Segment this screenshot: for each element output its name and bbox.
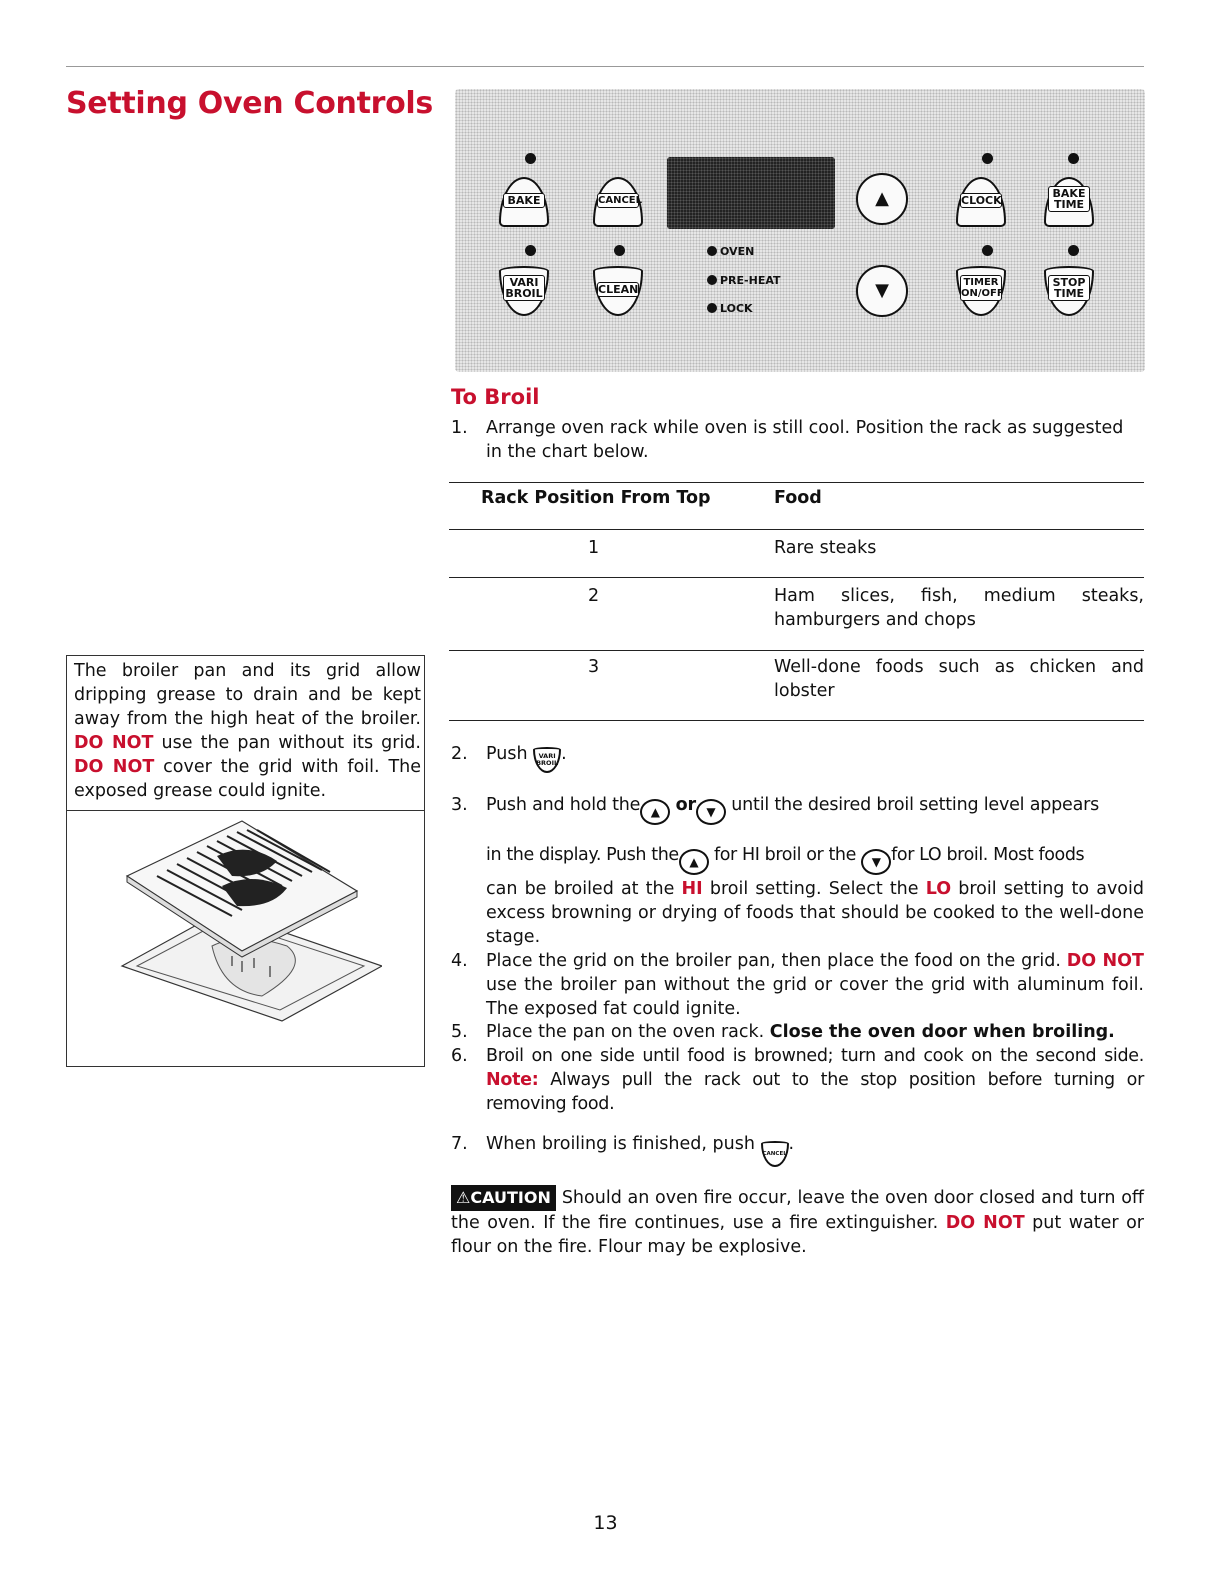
indicator-light <box>525 245 536 256</box>
step-3-line-2: in the display. Push the ▲ for HI broil or the ▼ for LO broil. Most foods <box>486 843 1146 875</box>
down-arrow-icon: ▼ <box>696 799 726 825</box>
caution-text: ⚠CAUTION Should an oven fire occur, leave the oven door closed and turn off the oven. If the fire continues, use a fire extinguisher. DO NOT put water or flour on the fire. Flour may be explosive. <box>451 1185 1144 1259</box>
step-6-text: Broil on one side until food is browned; turn and cook on the second side. Note: Always pull the rack out to the stop position before turning or removing food. <box>486 1046 1144 1114</box>
step-number: 4. <box>451 951 468 971</box>
step-number: 6. <box>451 1046 468 1066</box>
broiler-pan-note: The broiler pan and its grid allow dripping grease to drain and be kept away from the high heat of the broiler. DO NOT use the pan without its grid. DO NOT cover the grid with foil. The exposed grease could ignite. <box>74 661 421 801</box>
table-cell-food: Ham slices, fish, medium steaks, hamburgers and chops <box>774 586 1144 630</box>
step-number: 3. <box>451 795 468 815</box>
step-7-text: When broiling is finished, push CANCEL . <box>486 1132 794 1167</box>
table-cell-position: 2 <box>588 586 600 606</box>
table-cell-food: Rare steaks <box>774 538 877 558</box>
stop-time-button: STOP TIME <box>1044 266 1094 316</box>
step-2-text: Push VARI BROIL . <box>486 742 567 773</box>
table-cell-position: 1 <box>588 538 600 558</box>
vari-broil-icon: VARI BROIL <box>533 747 561 773</box>
table-rule <box>449 482 1144 483</box>
table-cell-food: Well-done foods such as chicken and lobster <box>774 657 1144 701</box>
table-rule <box>449 529 1144 530</box>
step-3-line-3: can be broiled at the HI broil setting. Select the LO broil setting to avoid excess browning or drying of foods that should be cooked to the well-done stage. <box>486 879 1144 947</box>
down-arrow-button <box>856 265 908 317</box>
up-arrow-icon: ▲ <box>875 188 889 209</box>
broiler-pan-illustration <box>112 816 382 1056</box>
indicator-light <box>1068 153 1079 164</box>
step-number: 1. <box>451 418 468 438</box>
indicator-light <box>614 245 625 256</box>
page-number: 13 <box>593 1512 618 1534</box>
down-arrow-icon: ▼ <box>875 280 889 301</box>
indicator-light <box>982 153 993 164</box>
oven-display <box>667 157 835 229</box>
status-preheat: PRE-HEAT <box>707 274 781 287</box>
step-number: 2. <box>451 744 468 764</box>
top-rule <box>66 66 1144 67</box>
table-header-rack: Rack Position From Top <box>481 488 711 508</box>
down-arrow-icon: ▼ <box>861 849 891 875</box>
step-3-line-1: Push and hold the ▲ or ▼ until the desired broil setting level appears <box>486 793 1146 825</box>
up-arrow-icon: ▲ <box>679 849 709 875</box>
status-lock: LOCK <box>707 302 753 315</box>
table-rule <box>449 720 1144 721</box>
step-number: 5. <box>451 1022 468 1042</box>
status-oven: OVEN <box>707 245 754 258</box>
table-header-food: Food <box>774 488 822 508</box>
broiler-pan-note-box <box>66 655 425 1067</box>
table-rule <box>449 650 1144 651</box>
vari-broil-button: VARI BROIL <box>499 266 549 316</box>
bake-time-button: BAKE TIME <box>1044 177 1094 227</box>
indicator-light <box>982 245 993 256</box>
timer-button: TIMER ON/OFF <box>956 266 1006 316</box>
section-heading: To Broil <box>451 385 540 409</box>
indicator-light <box>525 153 536 164</box>
step-5-text: Place the pan on the oven rack. Close the oven door when broiling. <box>486 1022 1115 1042</box>
step-number: 7. <box>451 1134 468 1154</box>
page-title: Setting Oven Controls <box>66 86 433 121</box>
caution-badge: ⚠CAUTION <box>451 1185 556 1211</box>
cancel-icon: CANCEL <box>761 1141 789 1167</box>
step-4-text: Place the grid on the broiler pan, then place the food on the grid. DO NOT use the broiler pan without the grid or cover the grid with aluminum foil. The exposed fat could ignite. <box>486 951 1144 1019</box>
clock-button: CLOCK <box>956 177 1006 227</box>
table-rule <box>449 577 1144 578</box>
oven-control-panel <box>455 89 1145 372</box>
step-1-text: Arrange oven rack while oven is still cool. Position the rack as suggested in the chart below. <box>486 418 1124 462</box>
clean-button: CLEAN <box>593 266 643 316</box>
cancel-button: CANCEL <box>593 177 643 227</box>
up-arrow-button <box>856 173 908 225</box>
indicator-light <box>1068 245 1079 256</box>
table-cell-position: 3 <box>588 657 600 677</box>
bake-button: BAKE <box>499 177 549 227</box>
up-arrow-icon: ▲ <box>640 799 670 825</box>
